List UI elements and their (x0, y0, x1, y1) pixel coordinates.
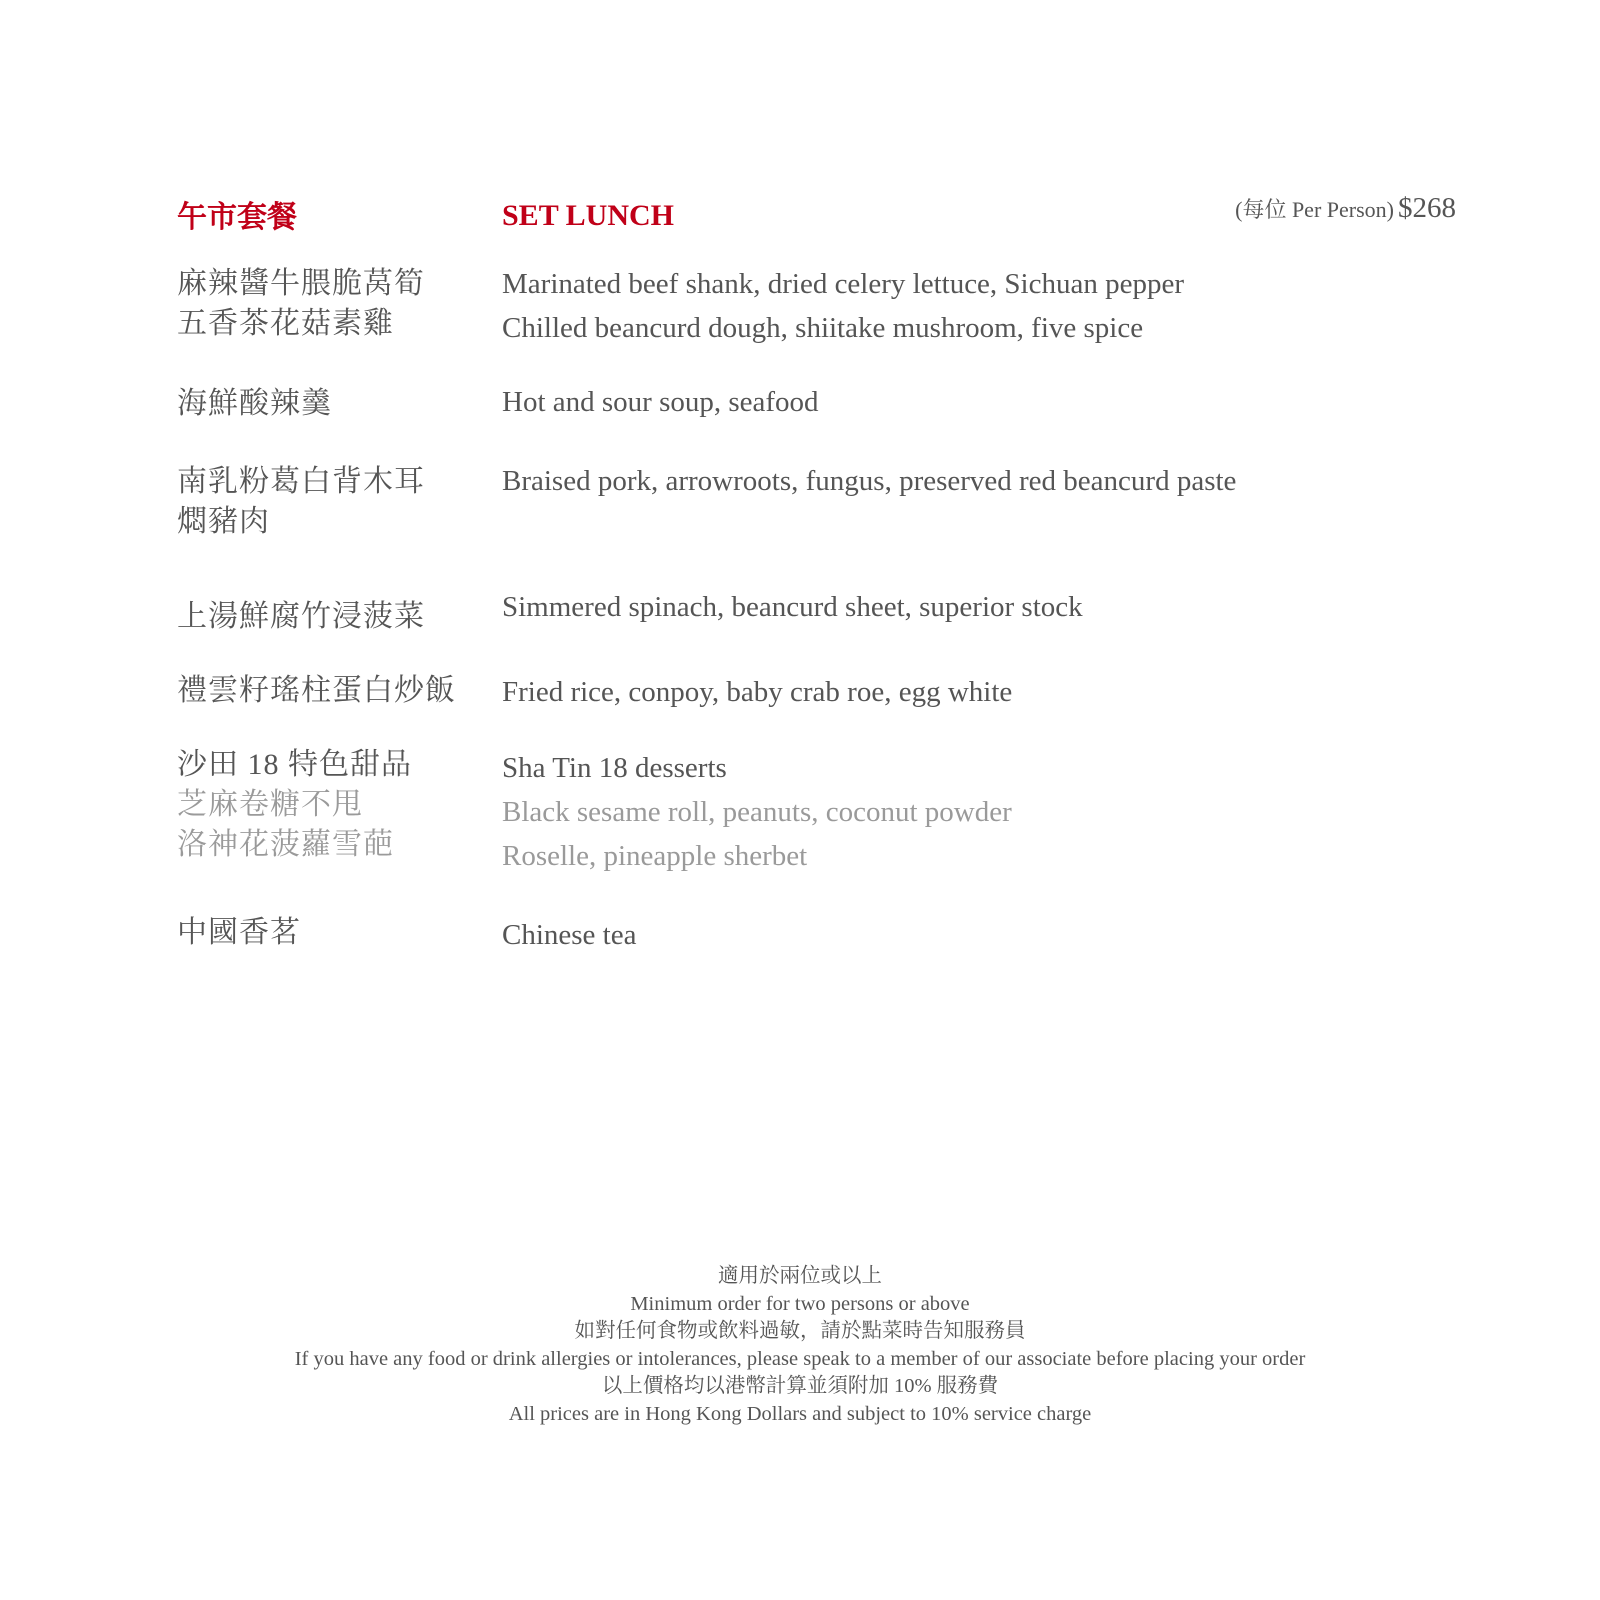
course-1-english-line-1: Marinated beef shank, dried celery lettuce, Sichuan pepper (502, 268, 1185, 300)
course-5-chinese (177, 671, 456, 711)
footer-min-order-chinese: 適用於兩位或以上 (718, 1265, 882, 1287)
course-3-english-line-1: Braised pork, arrowroots, fungus, preserved red beancurd paste (502, 465, 1237, 497)
course-6-chinese (177, 745, 412, 865)
dessert-1-chinese: 芝麻卷糖不甩 (177, 788, 363, 821)
course-3-chinese (177, 462, 425, 542)
course-4-chinese (177, 597, 425, 637)
course-1-chinese-line-1: 麻辣醬牛腲脆莴筍 (177, 267, 425, 300)
footer-allergy-chinese: 如對任何食物或飲料過敏，請於點菜時告知服務員 (574, 1320, 1026, 1342)
course-6-english-line-1: Sha Tin 18 desserts (502, 752, 727, 784)
course-4-chinese-line-1: 上湯鮮腐竹浸菠菜 (177, 600, 425, 633)
footer-allergy-english: If you have any food or drink allergies or intolerances, please speak to a member of our associate before placing your order (294, 1347, 1306, 1370)
menu-title-chinese: 午市套餐 (177, 201, 297, 234)
price-info (1235, 192, 1456, 225)
course-3-chinese-line-1: 南乳粉葛白背木耳 (177, 465, 425, 498)
course-6-english (502, 746, 1012, 878)
price-value: $268 (1398, 192, 1456, 224)
course-2-english (502, 380, 819, 424)
course-4-english-line-1: Simmered spinach, beancurd sheet, superior stock (502, 591, 1083, 623)
course-4-english (502, 585, 1083, 629)
footer-service-charge-english: All prices are in Hong Kong Dollars and subject to 10% service charge (508, 1402, 1092, 1425)
dessert-1-english: Black sesame roll, peanuts, coconut powder (502, 796, 1012, 828)
course-2-english-line-1: Hot and sour soup, seafood (502, 386, 819, 418)
course-7-chinese (177, 913, 301, 953)
course-1-english (502, 262, 1184, 350)
course-5-english (502, 670, 1012, 714)
course-2-chinese-line-1: 海鮮酸辣羹 (177, 387, 332, 420)
price-label: (每位 Per Person) (1235, 197, 1394, 222)
course-1-english-line-2: Chilled beancurd dough, shiitake mushroom, five spice (502, 312, 1144, 344)
course-1-chinese (177, 264, 425, 344)
menu-title-english: SET LUNCH (502, 199, 675, 232)
footer-min-order-english: Minimum order for two persons or above (630, 1292, 970, 1315)
course-6-chinese-line-1: 沙田 18 特色甜品 (177, 748, 412, 781)
course-2-chinese (177, 384, 332, 424)
course-7-english (502, 913, 636, 957)
course-7-chinese-line-1: 中國香茗 (177, 916, 301, 949)
footer-notes (0, 1263, 1600, 1428)
course-5-chinese-line-1: 禮雲籽瑤柱蛋白炒飯 (177, 674, 456, 707)
course-3-english (502, 459, 1236, 503)
course-1-chinese-line-2: 五香茶花菇素雞 (177, 307, 394, 340)
course-7-english-line-1: Chinese tea (502, 919, 637, 951)
dessert-2-english: Roselle, pineapple sherbet (502, 840, 808, 872)
footer-service-charge-chinese: 以上價格均以港幣計算並須附加 10% 服務費 (601, 1375, 999, 1397)
course-3-chinese-line-2: 燜豬肉 (177, 505, 270, 538)
course-5-english-line-1: Fried rice, conpoy, baby crab roe, egg white (502, 676, 1013, 708)
dessert-2-chinese: 洛神花菠蘿雪葩 (177, 828, 394, 861)
